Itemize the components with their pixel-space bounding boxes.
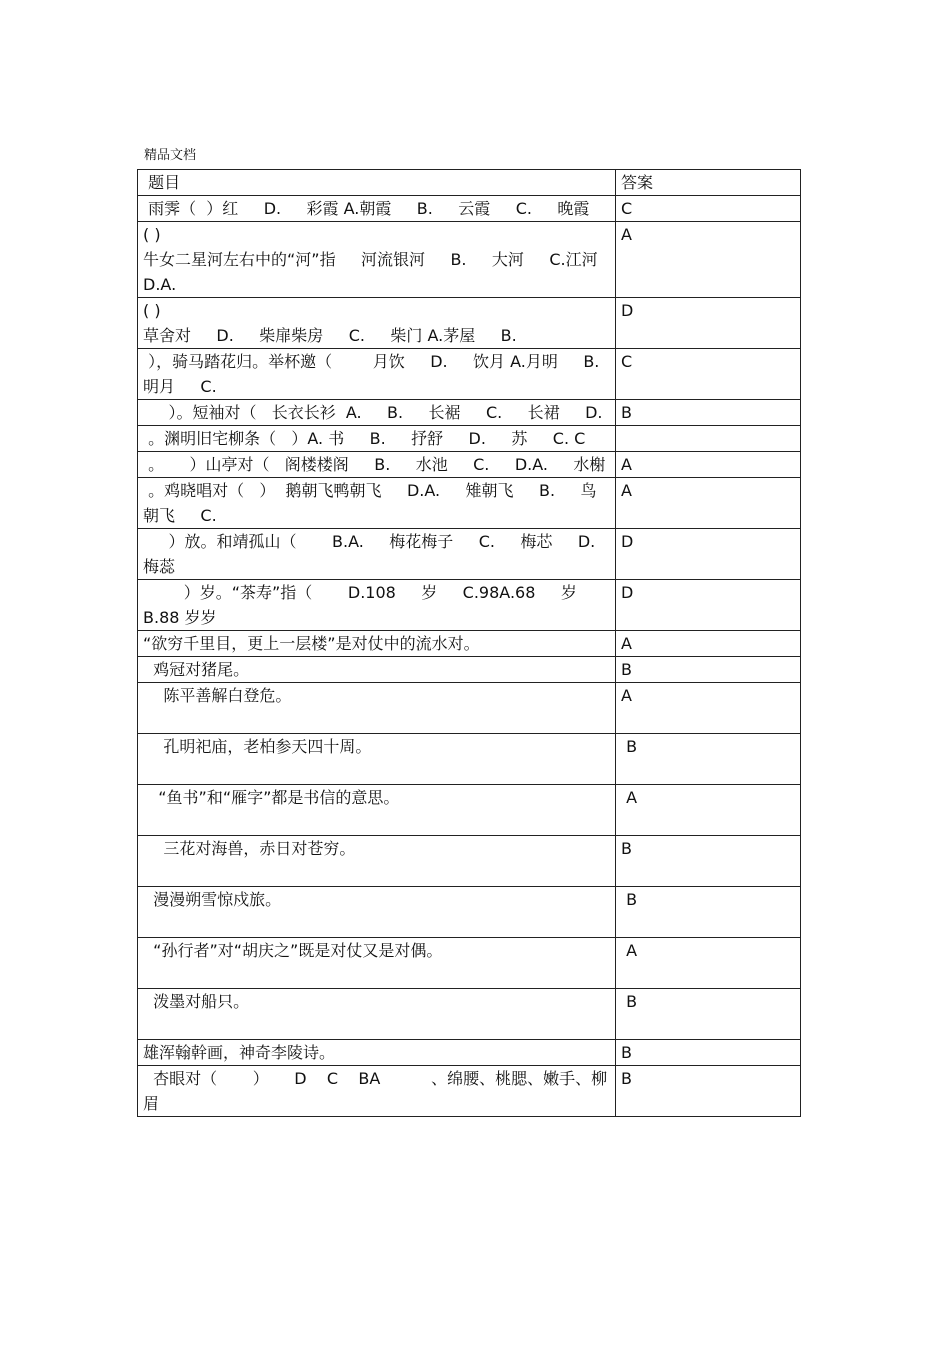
answer-cell: A xyxy=(616,222,801,298)
question-cell: 。 ）山亭对（ 阁楼楼阁 B. 水池 C. D.A. 水榭 xyxy=(138,452,616,478)
answer-cell: B xyxy=(616,836,801,887)
table-row xyxy=(138,1066,801,1117)
question-cell: 孔明祀庙，老柏参天四十周。 xyxy=(138,734,616,785)
page-header-label: 精品文档 xyxy=(144,148,197,163)
table-header-row xyxy=(138,170,801,196)
table-row xyxy=(138,836,801,887)
question-cell: 。鸡晓唱对（ ） 鹅朝飞鸭朝飞 D.A. 雉朝飞 B. 鸟朝飞 C. xyxy=(138,478,616,529)
answer-cell: A xyxy=(616,785,801,836)
answer-cell: B xyxy=(616,400,801,426)
answer-cell: B xyxy=(616,989,801,1040)
answer-cell: D xyxy=(616,298,801,349)
table-row xyxy=(138,222,801,298)
question-cell: 漫漫朔雪惊戍旅。 xyxy=(138,887,616,938)
question-cell: ）岁。“茶寿”指（ D.108 岁 C.98A.68 岁 B.88 岁岁 xyxy=(138,580,616,631)
header-question: 题目 xyxy=(138,170,616,196)
question-cell: ( ) 草舍对 D. 柴扉柴房 C. 柴门 A.茅屋 B. xyxy=(138,298,616,349)
answer-cell xyxy=(616,426,801,452)
answer-cell: B xyxy=(616,887,801,938)
question-cell: 陈平善解白登危。 xyxy=(138,683,616,734)
question-cell: 泼墨对船只。 xyxy=(138,989,616,1040)
answer-cell: A xyxy=(616,631,801,657)
question-cell: 鸡冠对猪尾。 xyxy=(138,657,616,683)
question-cell: 三花对海兽，赤日对苍穷。 xyxy=(138,836,616,887)
question-cell: 雨霁（ ）红 D. 彩霞 A.朝霞 B. 云霞 C. 晚霞 xyxy=(138,196,616,222)
table-row xyxy=(138,989,801,1040)
table-row xyxy=(138,938,801,989)
question-cell: “欲穷千里目，更上一层楼”是对仗中的流水对。 xyxy=(138,631,616,657)
answer-cell: A xyxy=(616,683,801,734)
question-cell: “鱼书”和“雁字”都是书信的意思。 xyxy=(138,785,616,836)
table-row xyxy=(138,298,801,349)
question-cell: “孙行者”对“胡庆之”既是对仗又是对偶。 xyxy=(138,938,616,989)
table-row xyxy=(138,196,801,222)
answer-cell: C xyxy=(616,349,801,400)
table-row xyxy=(138,426,801,452)
answer-cell: B xyxy=(616,1066,801,1117)
question-cell: ）。短袖对（ 长衣长衫 A. B. 长裾 C. 长裙 D. xyxy=(138,400,616,426)
table-row xyxy=(138,400,801,426)
answer-cell: C xyxy=(616,196,801,222)
question-cell: 杏眼对（ ） D C BA 、绵腰、桃腮、嫩手、柳眉 xyxy=(138,1066,616,1117)
question-cell: ）放。和靖孤山（ B.A. 梅花梅子 C. 梅芯 D.梅蕊 xyxy=(138,529,616,580)
question-cell: 雄浑翰幹画，神奇李陵诗。 xyxy=(138,1040,616,1066)
question-answer-table xyxy=(137,169,801,1117)
answer-cell: B xyxy=(616,734,801,785)
question-cell: ( ) 牛女二星河左右中的“河”指 河流银河 B. 大河 C.江河 D.A. xyxy=(138,222,616,298)
answer-cell: B xyxy=(616,1040,801,1066)
header-answer: 答案 xyxy=(616,170,801,196)
table-row xyxy=(138,452,801,478)
table-row xyxy=(138,478,801,529)
table-row xyxy=(138,349,801,400)
table-row xyxy=(138,887,801,938)
table-row xyxy=(138,657,801,683)
table-row xyxy=(138,529,801,580)
answer-cell: A xyxy=(616,452,801,478)
answer-cell: B xyxy=(616,657,801,683)
question-cell: ），骑马踏花归。举杯邀（ 月饮 D. 饮月 A.月明 B.明月 C. xyxy=(138,349,616,400)
table-row xyxy=(138,1040,801,1066)
answer-cell: A xyxy=(616,478,801,529)
table-row xyxy=(138,785,801,836)
question-cell: 。渊明旧宅柳条（ ）A. 书 B. 抒舒 D. 苏 C. C xyxy=(138,426,616,452)
table-row xyxy=(138,734,801,785)
answer-cell: A xyxy=(616,938,801,989)
table-row xyxy=(138,631,801,657)
answer-cell: D xyxy=(616,580,801,631)
table-row xyxy=(138,580,801,631)
table-row xyxy=(138,683,801,734)
answer-cell: D xyxy=(616,529,801,580)
